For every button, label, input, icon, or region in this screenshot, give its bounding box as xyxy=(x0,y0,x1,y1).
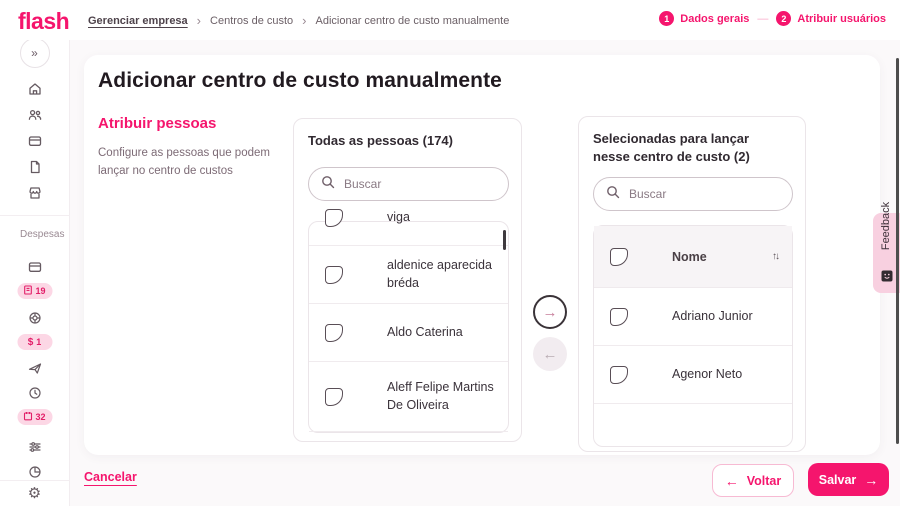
person-name: Adriano Junior xyxy=(672,308,753,323)
all-people-title: Todas as pessoas (174) xyxy=(308,133,453,148)
users-icon xyxy=(27,107,43,123)
table-header-row xyxy=(594,226,792,288)
page-scrollbar[interactable] xyxy=(896,58,899,444)
wizard-stepper xyxy=(659,11,886,26)
sidebar-divider xyxy=(0,480,70,481)
checkbox[interactable] xyxy=(325,324,343,342)
badge-count: 1 xyxy=(36,337,42,347)
person-name: aldenice aparecida bréda xyxy=(387,258,492,290)
sidebar-item-travel[interactable] xyxy=(27,360,43,376)
list-scrollbar-thumb[interactable] xyxy=(503,230,506,250)
badge-count: 32 xyxy=(35,412,46,422)
person-name: viga xyxy=(387,209,410,224)
list-item-partial xyxy=(309,432,508,442)
feedback-label: Feedback xyxy=(880,201,893,250)
sidebar-item-cards[interactable] xyxy=(27,133,43,149)
lifebuoy-icon xyxy=(27,310,43,326)
breadcrumb-gerenciar-empresa[interactable]: Gerenciar empresa xyxy=(88,14,188,27)
sidebar-item-expenses-badge[interactable] xyxy=(17,283,52,299)
selected-people-search[interactable] xyxy=(593,177,793,211)
sidebar-item-home[interactable] xyxy=(27,81,43,97)
calendar-icon xyxy=(23,408,32,426)
checkbox[interactable] xyxy=(610,308,628,326)
sidebar-item-store[interactable] xyxy=(27,185,43,201)
chevron-right-icon: › xyxy=(302,13,307,28)
table-row[interactable] xyxy=(594,288,792,346)
sliders-icon xyxy=(27,439,43,455)
sidebar-item-people[interactable] xyxy=(27,107,43,123)
move-left-button[interactable] xyxy=(533,337,567,371)
all-people-panel xyxy=(293,118,522,442)
dollar-icon: $ xyxy=(27,336,34,348)
gear-icon: ⚙ xyxy=(27,485,42,502)
sidebar-item-customizations[interactable] xyxy=(27,439,43,455)
move-right-button[interactable] xyxy=(533,295,567,329)
sidebar-divider xyxy=(0,215,70,216)
sidebar-section-label: Despesas xyxy=(20,229,65,240)
flash-logo[interactable]: flash xyxy=(18,8,70,34)
selected-people-table xyxy=(593,225,793,447)
credit-card-icon xyxy=(27,259,43,275)
step-divider: — xyxy=(757,12,769,25)
sidebar-item-settings[interactable] xyxy=(28,486,41,501)
all-people-list xyxy=(308,209,509,433)
selected-people-title: Selecionadas para lançar nesse centro de custo (2) xyxy=(593,131,750,164)
step-2-label: Atribuir usuários xyxy=(797,12,886,25)
person-name: Agenor Neto xyxy=(672,366,743,381)
home-icon xyxy=(27,81,43,97)
pie-chart-icon xyxy=(27,464,43,480)
list-item[interactable] xyxy=(309,362,508,432)
select-all-checkbox[interactable] xyxy=(610,248,628,266)
arrow-right-icon: → xyxy=(864,471,879,488)
person-name: Aleff Felipe Martins De Oliveira xyxy=(387,380,494,412)
checkbox[interactable] xyxy=(325,388,343,406)
sidebar-nav xyxy=(0,40,70,506)
chevron-right-icon: › xyxy=(196,13,202,28)
checkbox[interactable] xyxy=(325,266,343,284)
sort-icon[interactable]: ↑↓ xyxy=(772,251,778,262)
paper-plane-icon xyxy=(27,360,43,376)
back-button[interactable] xyxy=(712,464,794,497)
selected-people-panel xyxy=(578,116,806,452)
cancel-link[interactable]: Cancelar xyxy=(84,470,137,484)
sidebar-expand-button[interactable] xyxy=(20,38,50,68)
sidebar-item-advances-badge[interactable] xyxy=(17,334,52,350)
column-header-nome: Nome xyxy=(672,249,707,264)
sidebar-item-documents[interactable] xyxy=(27,159,43,175)
document-icon xyxy=(27,159,43,175)
receipt-icon xyxy=(23,282,32,300)
section-title: Atribuir pessoas xyxy=(98,115,217,132)
badge-count: 19 xyxy=(35,286,46,296)
section-description: Configure as pessoas que podem lançar no centro de custos xyxy=(98,147,270,177)
step-2-badge: 2 xyxy=(776,11,791,26)
save-button-label: Salvar xyxy=(818,472,857,487)
person-name: Aldo Caterina xyxy=(387,324,463,339)
step-dados-gerais[interactable] xyxy=(659,11,749,26)
checkbox[interactable] xyxy=(325,209,343,227)
chevrons-right-icon: » xyxy=(31,46,38,60)
breadcrumb xyxy=(88,14,509,27)
main-card xyxy=(84,55,880,455)
step-1-badge: 1 xyxy=(659,11,674,26)
step-1-label: Dados gerais xyxy=(680,12,750,25)
clock-icon xyxy=(27,385,43,401)
selected-people-search-input[interactable] xyxy=(629,187,784,201)
feedback-smiley-icon xyxy=(881,269,893,287)
store-icon xyxy=(27,185,43,201)
sidebar-item-support[interactable] xyxy=(27,310,43,326)
back-button-label: Voltar xyxy=(746,473,782,488)
breadcrumb-current-page: Adicionar centro de custo manualmente xyxy=(315,14,510,27)
page-title: Adicionar centro de custo manualmente xyxy=(98,69,502,92)
checkbox[interactable] xyxy=(610,366,628,384)
save-button[interactable] xyxy=(808,463,889,496)
list-item-clipped[interactable] xyxy=(309,209,508,246)
arrow-left-icon: ← xyxy=(724,472,739,489)
sidebar-item-corporate-card[interactable] xyxy=(27,259,43,275)
search-icon xyxy=(606,185,620,204)
list-item[interactable] xyxy=(309,246,508,304)
breadcrumb-centros-de-custo[interactable]: Centros de custo xyxy=(210,14,294,27)
sidebar-item-reports-badge[interactable] xyxy=(17,409,52,425)
arrow-right-icon: → xyxy=(542,303,558,321)
step-atribuir-usuarios[interactable] xyxy=(776,11,886,26)
list-item[interactable] xyxy=(309,304,508,362)
sidebar-item-approvals[interactable] xyxy=(27,385,43,401)
sidebar-item-analytics[interactable] xyxy=(27,464,43,480)
table-row[interactable] xyxy=(594,346,792,404)
top-bar xyxy=(0,0,900,40)
credit-card-icon xyxy=(27,133,43,149)
arrow-left-icon: ← xyxy=(542,345,558,363)
